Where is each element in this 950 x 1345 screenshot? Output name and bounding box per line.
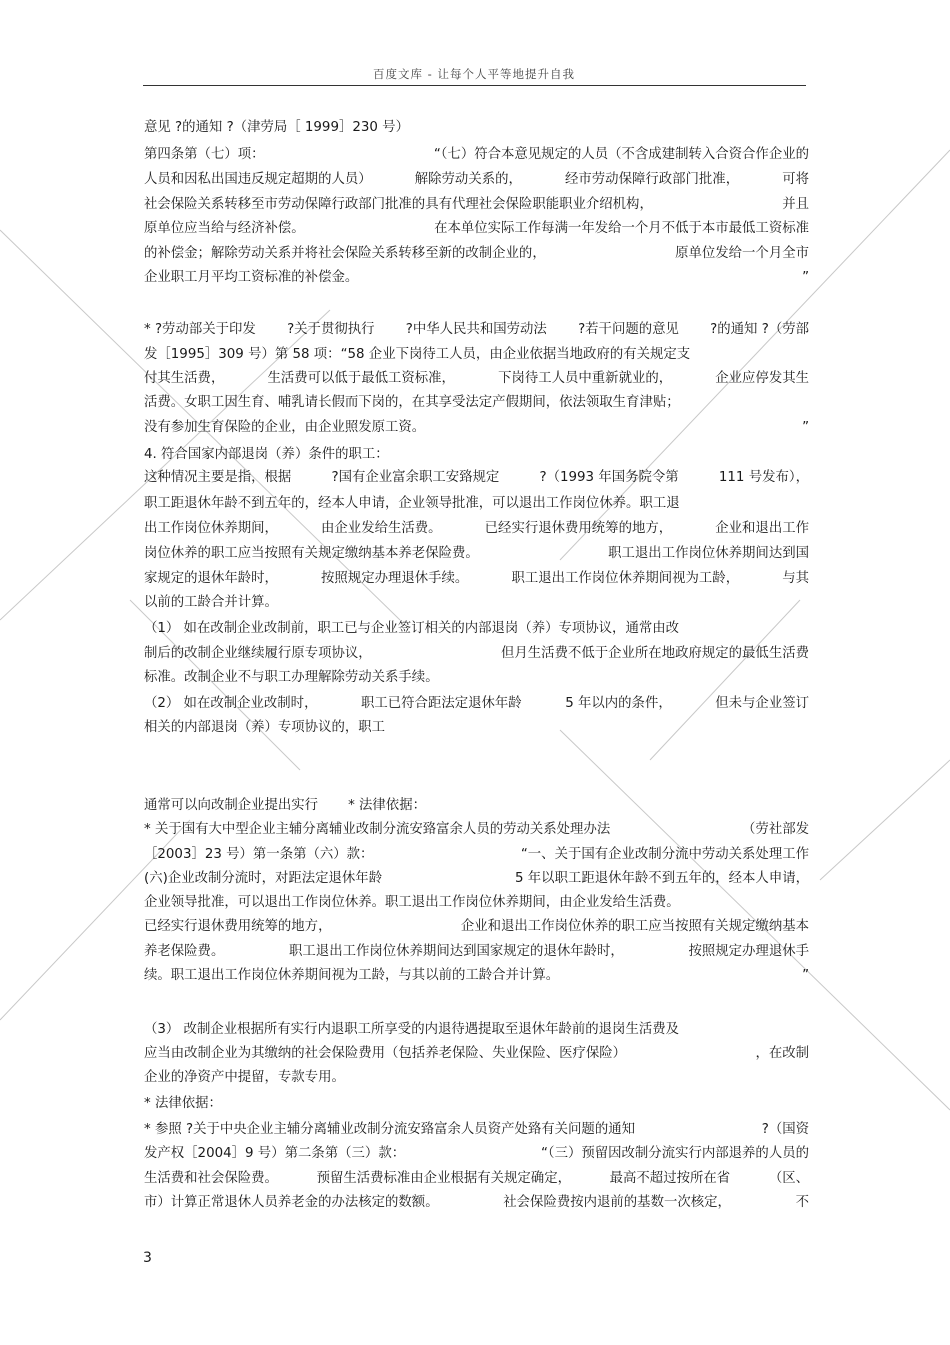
text-fragment: ?（国资	[761, 1122, 809, 1137]
text-line	[144, 943, 809, 961]
text-line	[144, 146, 809, 164]
text-fragment: ”	[802, 420, 809, 435]
text-fragment: 生活费可以低于最低工资标准，	[267, 371, 455, 386]
text-fragment: 标准。改制企业不与职工办理解除劳动关系手续。	[144, 670, 439, 685]
text-fragment: 发产权［2004］9 号）第二条第（三）款：	[144, 1146, 406, 1161]
text-fragment: * 法律依据：	[348, 798, 426, 813]
text-fragment: 续。职工退出工作岗位休养期间视为工龄，与其以前的工龄合并计算。	[144, 968, 560, 983]
text-fragment: 职工距退休年龄不到五年的，经本人申请，企业领导批准，可以退出工作岗位休养。职工退	[144, 496, 680, 511]
text-line	[144, 1095, 809, 1113]
text-fragment: 职工退出工作岗位休养期间达到国	[608, 546, 809, 561]
text-fragment: 家规定的退休年龄时，	[144, 571, 278, 586]
text-line	[144, 846, 809, 864]
text-fragment: 意见 ?的通知 ?（津劳局［ 1999］230 号）	[144, 120, 409, 135]
text-line	[144, 520, 809, 538]
text-line	[144, 495, 809, 513]
text-fragment: 养老保险费。	[144, 944, 225, 959]
text-fragment: 下岗待工人员中重新就业的，	[498, 371, 673, 386]
text-line	[144, 1069, 809, 1087]
text-line	[144, 620, 809, 638]
text-fragment: 已经实行退休费用统筹的地方，	[484, 521, 673, 536]
text-fragment: * ?劳动部关于印发	[144, 322, 256, 337]
text-line	[144, 269, 809, 287]
text-fragment: 制后的改制企业继续履行原专项协议，	[144, 646, 372, 661]
text-line	[144, 594, 809, 612]
text-fragment: 不	[795, 1195, 809, 1210]
text-fragment: 社会保险关系转移至市劳动保障行政部门批准的具有代理社会保险职能职业介绍机构，	[144, 197, 653, 212]
text-fragment: ”	[802, 270, 809, 285]
text-fragment: （3） 改制企业根据所有实行内退职工所享受的内退待遇提取至退休年龄前的退岗生活费及	[144, 1022, 680, 1037]
text-line	[144, 119, 809, 137]
text-fragment: 人员和因私出国违反规定超期的人员）	[144, 172, 372, 187]
text-fragment: * 关于国有大中型企业主辅分离辅业改制分流安臵富余人员的劳动关系处理办法	[144, 822, 611, 837]
text-fragment: ?关于贯彻执行	[287, 322, 375, 337]
text-fragment: 4. 符合国家内部退岗（养）条件的职工：	[144, 447, 389, 462]
text-fragment: 以前的工龄合并计算。	[144, 595, 278, 610]
text-line	[144, 394, 809, 412]
text-fragment: 与其	[782, 571, 809, 586]
text-fragment: * 法律依据：	[144, 1096, 222, 1111]
text-line	[144, 545, 809, 563]
text-fragment: 这种情况主要是指，根据	[144, 470, 292, 485]
text-line	[144, 645, 809, 663]
text-line	[144, 894, 809, 912]
text-fragment: 职工已符合距法定退休年龄	[361, 696, 522, 711]
page-header: 百度文库 - 让每个人平等地提升自我	[373, 67, 575, 81]
text-line	[144, 1021, 809, 1039]
text-fragment: ?中华人民共和国劳动法	[405, 322, 547, 337]
text-fragment: 但未与企业签订	[715, 696, 809, 711]
text-line	[144, 695, 809, 713]
text-fragment: 预留生活费标准由企业根据有关规定确定，	[316, 1171, 571, 1186]
text-fragment: “（七）符合本意见规定的人员（不含成建制转入合资合作企业的	[433, 147, 809, 162]
text-line	[144, 446, 809, 464]
text-fragment: 由企业发给生活费。	[321, 521, 442, 536]
text-fragment: （1） 如在改制企业改制前，职工已与企业签订相关的内部退岗（养）专项协议，通常由改	[144, 621, 680, 636]
text-fragment: 企业和退出工作	[715, 521, 809, 536]
text-line	[144, 719, 809, 737]
text-fragment: ?的通知 ?（劳部	[710, 322, 809, 337]
text-fragment: ?国有企业富余职工安臵规定	[331, 470, 500, 485]
text-fragment: 原单位应当给与经济补偿。	[144, 221, 305, 236]
text-fragment: 通常可以向改制企业提出实行	[144, 798, 319, 813]
text-fragment: 已经实行退休费用统筹的地方，	[144, 919, 332, 934]
text-line	[144, 1194, 809, 1212]
text-fragment: ，在改制	[755, 1046, 809, 1061]
text-fragment: 活费。女职工因生育、哺乳请长假而下岗的，在其享受法定产假期间，依法领取生育津贴；	[144, 395, 680, 410]
text-line	[144, 1145, 809, 1163]
text-fragment: 企业应停发其生	[715, 371, 809, 386]
text-line	[144, 220, 809, 238]
text-fragment: ?若干问题的意见	[578, 322, 679, 337]
text-fragment: 企业领导批准，可以退出工作岗位休养。职工退出工作岗位休养期间，由企业发给生活费。	[144, 895, 680, 910]
text-fragment: 企业职工月平均工资标准的补偿金。	[144, 270, 359, 285]
text-fragment: 应当由改制企业为其缴纳的社会保险费用（包括养老保险、失业保险、医疗保险）	[144, 1046, 627, 1061]
text-line	[144, 1045, 809, 1063]
text-line	[144, 321, 809, 339]
text-line	[144, 870, 809, 888]
text-fragment: (六)企业改制分流时，对距法定退休年龄	[144, 871, 383, 886]
text-line	[144, 669, 809, 687]
text-fragment: 发［1995］309 号）第 58 项：“58 企业下岗待工人员，由企业依据当地政府的有关规定支	[144, 347, 691, 362]
text-fragment: 按照规定办理退休手	[688, 944, 809, 959]
text-line	[144, 918, 809, 936]
text-fragment: 最高不超过按所在省	[609, 1171, 731, 1186]
text-line	[144, 171, 809, 189]
text-fragment: 职工退出工作岗位休养期间视为工龄，	[511, 571, 740, 586]
text-line	[144, 1121, 809, 1139]
text-fragment: （区、	[768, 1171, 809, 1186]
page-number: 3	[143, 1250, 152, 1266]
text-fragment: 111 号发布），	[718, 470, 809, 485]
text-line	[144, 346, 809, 364]
text-fragment: 5 年以内的条件，	[565, 696, 672, 711]
text-line	[144, 967, 809, 985]
text-line	[144, 1170, 809, 1188]
text-fragment: 付其生活费，	[144, 371, 225, 386]
text-line	[144, 196, 809, 214]
text-line	[144, 797, 809, 815]
text-fragment: * 参照 ?关于中央企业主辅分离辅业改制分流安臵富余人员资产处臵有关问题的通知	[144, 1122, 635, 1137]
text-fragment: “一、关于国有企业改制分流中劳动关系处理工作	[520, 847, 809, 862]
text-fragment: 社会保险费按内退前的基数一次核定，	[503, 1195, 731, 1210]
text-fragment: （2） 如在改制企业改制时，	[144, 696, 318, 711]
text-fragment: “（三）预留因改制分流实行内部退养的人员的	[540, 1146, 809, 1161]
text-line	[144, 419, 809, 437]
text-fragment: 企业的净资产中提留，专款专用。	[144, 1070, 345, 1085]
text-fragment: 在本单位实际工作每满一年发给一个月不低于本市最低工资标准	[434, 221, 809, 236]
text-fragment: 市）计算正常退休人员养老金的办法核定的数额。	[144, 1195, 439, 1210]
text-fragment: （劳社部发	[742, 822, 809, 837]
text-fragment: 相关的内部退岗（养）专项协议的，职工	[144, 720, 386, 735]
text-fragment: 经市劳动保障行政部门批准，	[565, 172, 740, 187]
text-fragment: 但月生活费不低于企业所在地政府规定的最低生活费	[501, 646, 809, 661]
text-line	[144, 469, 809, 487]
text-line	[144, 570, 809, 588]
text-fragment: 并且	[782, 197, 809, 212]
text-line	[144, 370, 809, 388]
text-fragment: 原单位发给一个月全市	[675, 246, 809, 261]
text-fragment: ”	[802, 968, 809, 983]
text-fragment: 按照规定办理退休手续。	[321, 571, 469, 586]
text-fragment: 企业和退出工作岗位休养的职工应当按照有关规定缴纳基本	[460, 919, 809, 934]
text-fragment: ?（1993 年国务院令第	[539, 470, 679, 485]
text-fragment: 职工退出工作岗位休养期间达到国家规定的退休年龄时，	[289, 944, 624, 959]
text-fragment: ［2003］23 号）第一条第（六）款：	[144, 847, 374, 862]
header-rule	[143, 85, 806, 86]
text-fragment: 解除劳动关系的，	[414, 172, 522, 187]
text-fragment: 可将	[782, 172, 809, 187]
text-fragment: 没有参加生育保险的企业，由企业照发原工资。	[144, 420, 426, 435]
text-fragment: 的补偿金；解除劳动关系并将社会保险关系转移至新的改制企业的，	[144, 246, 546, 261]
text-fragment: 第四条第（七）项：	[144, 147, 265, 162]
text-fragment: 出工作岗位休养期间，	[144, 521, 278, 536]
text-fragment: 5 年以职工距退休年龄不到五年的，经本人申请，	[515, 871, 809, 886]
text-fragment: 生活费和社会保险费。	[144, 1171, 278, 1186]
text-fragment: 岗位休养的职工应当按照有关规定缴纳基本养老保险费。	[144, 546, 479, 561]
text-line	[144, 245, 809, 263]
text-line	[144, 821, 809, 839]
